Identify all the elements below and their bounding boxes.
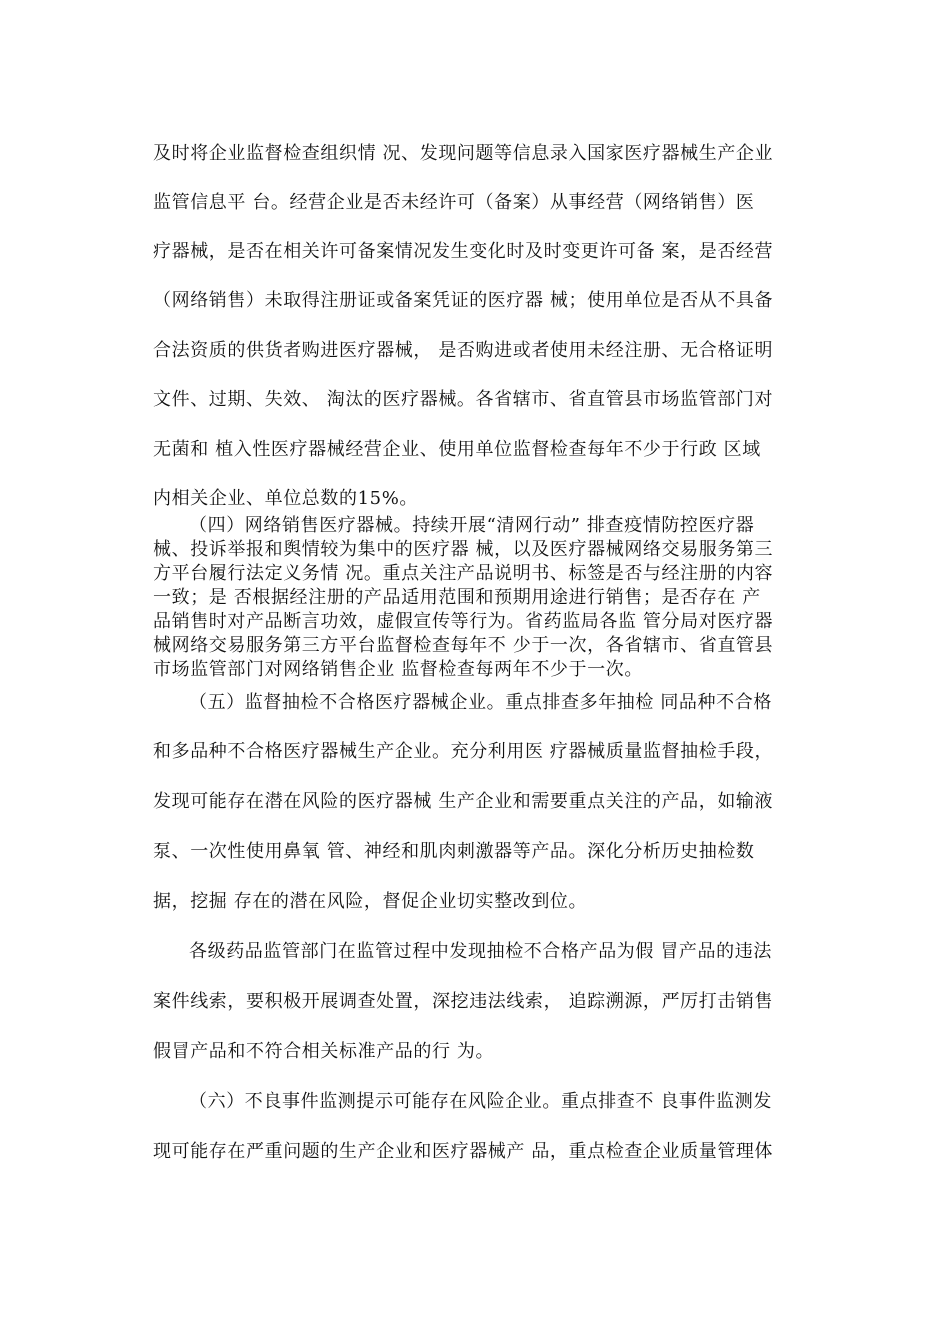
text-line: 及时将企业监督检查组织情 况、发现问题等信息录入国家医疗器械生产企业 [153, 143, 774, 164]
text-line: 据，挖掘 存在的潜在风险，督促企业切实整改到位。 [153, 891, 588, 912]
text-line: 方平台履行法定义务情 况。重点关注产品说明书、标签是否与经注册的内容 [153, 563, 774, 584]
text-line: 械网络交易服务第三方平台监督检查每年不 少于一次，各省辖市、省直管县 [153, 635, 774, 656]
text-line: 现可能存在严重问题的生产企业和医疗器械产 品，重点检查企业质量管理体 [153, 1141, 774, 1162]
text-line: 疗器械，是否在相关许可备案情况发生变化时及时变更许可备 案，是否经营 [153, 241, 774, 262]
text-line: 文件、过期、失效、 淘汰的医疗器械。各省辖市、省直管县市场监管部门对 [153, 389, 774, 410]
text-line: （六）不良事件监测提示可能存在风险企业。重点排查不 良事件监测发 [189, 1091, 772, 1112]
text-line: 案件线索，要积极开展调查处置，深挖违法线索， 追踪溯源，严厉打击销售 [153, 991, 774, 1012]
text-line: 市场监管部门对网络销售企业 监督检查每两年不少于一次。 [153, 659, 643, 680]
text-line: 发现可能存在潜在风险的医疗器械 生产企业和需要重点关注的产品，如输液 [153, 791, 774, 812]
text-line: （五）监督抽检不合格医疗器械企业。重点排查多年抽检 同品种不合格 [189, 692, 772, 713]
text-line: 品销售时对产品断言功效，虚假宣传等行为。省药监局各监 管分局对医疗器 [153, 611, 774, 632]
text-line: 泵、一次性使用鼻氧 管、神经和肌肉刺激器等产品。深化分析历史抽检数 [153, 841, 755, 862]
text-line: 械、投诉举报和舆情较为集中的医疗器 械，以及医疗器械网络交易服务第三 [153, 539, 774, 560]
text-line: 一致；是 否根据经注册的产品适用范围和预期用途进行销售；是否存在 产 [153, 587, 761, 608]
text-line: 合法资质的供货者购进医疗器械， 是否购进或者使用未经注册、无合格证明 [153, 340, 774, 361]
text-line: 和多品种不合格医疗器械生产企业。充分利用医 疗器械质量监督抽检手段， [153, 741, 774, 762]
text-line: 无菌和 植入性医疗器械经营企业、使用单位监督检查每年不少于行政 区域 [153, 439, 761, 460]
text-line: 各级药品监管部门在监管过程中发现抽检不合格产品为假 冒产品的违法 [189, 941, 772, 962]
text-line: 假冒产品和不符合相关标准产品的行 为。 [153, 1041, 495, 1062]
text-line: （四）网络销售医疗器械。持续开展“清网行动” 排查疫情防控医疗器 [189, 515, 755, 536]
text-line: 监管信息平 台。经营企业是否未经许可（备案）从事经营（网络销售）医 [153, 192, 755, 213]
text-line: （网络销售）未取得注册证或备案凭证的医疗器 械；使用单位是否从不具备 [153, 290, 774, 311]
text-line: 内相关企业、单位总数的15%。 [153, 488, 419, 509]
